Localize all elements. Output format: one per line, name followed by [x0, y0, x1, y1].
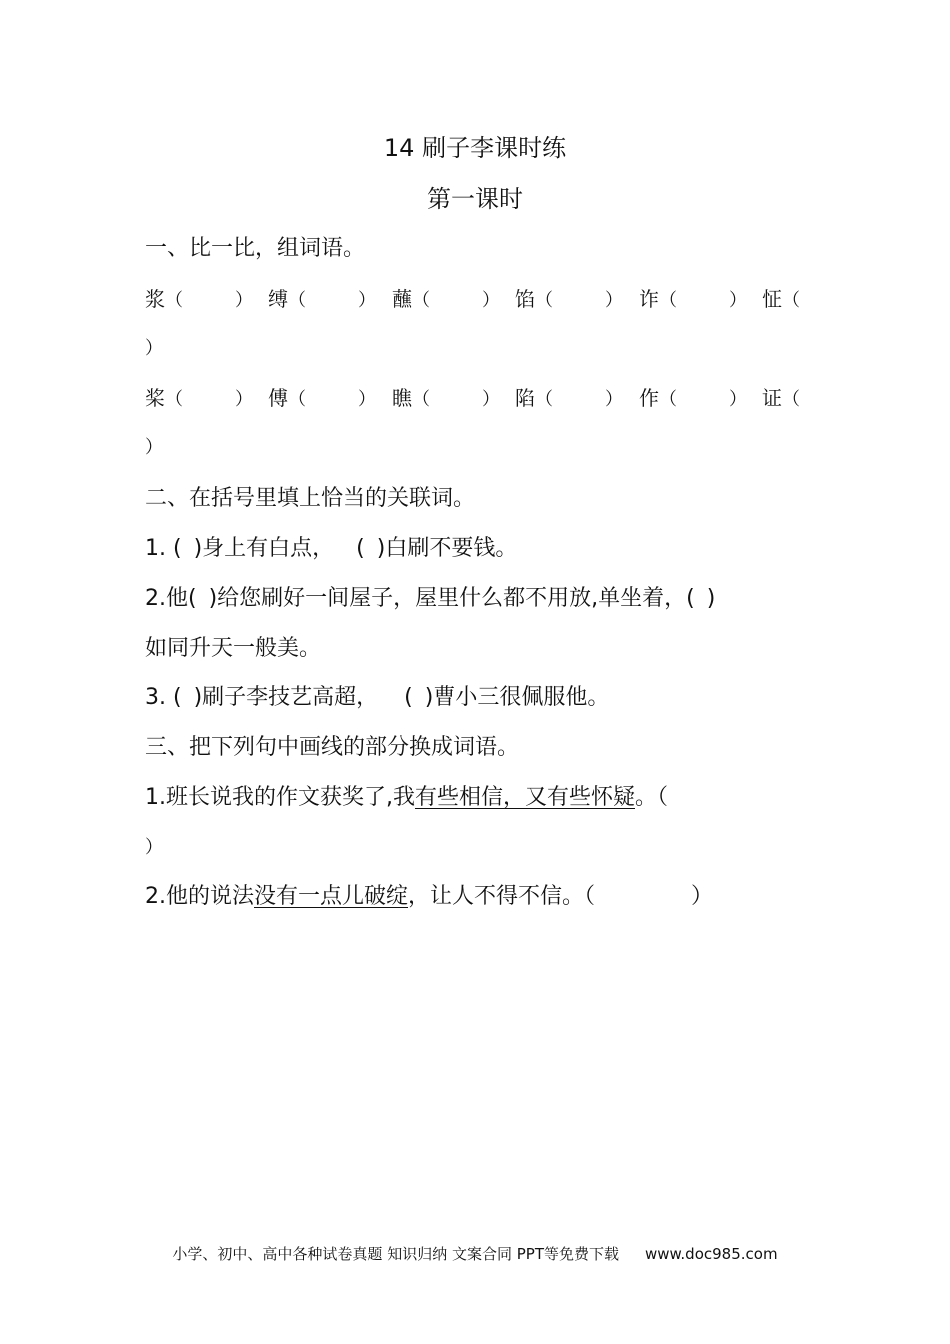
close-paren-wrap: ） [145, 437, 163, 458]
section3-question-2 [145, 882, 810, 912]
char-row-2 [145, 383, 815, 413]
char-cell [268, 284, 376, 316]
char-cell [639, 383, 747, 415]
close-paren-wrap: ） [145, 338, 163, 359]
section3-question-1 [145, 783, 810, 813]
close-paren: ） [482, 290, 500, 311]
q-text: ( [404, 685, 413, 710]
open-paren: （ [782, 389, 800, 410]
char: 诈 [639, 287, 659, 311]
underlined-phrase: 有些相信，又有些怀疑 [414, 785, 635, 810]
section2-question-2 [145, 584, 810, 614]
q-text: )身上有白点， [193, 536, 335, 561]
close-paren: ） [605, 389, 623, 410]
section2-question-1 [145, 534, 810, 564]
open-paren: （ [659, 389, 677, 410]
q-text: ( [356, 536, 365, 561]
q-number: 2.他( [145, 586, 197, 611]
open-paren: （ [535, 290, 553, 311]
char: 陷 [515, 386, 535, 410]
char: 缚 [268, 287, 288, 311]
char: 傅 [268, 386, 288, 410]
q-text: 1.班长说我的作文获奖了,我 [145, 785, 415, 810]
open-paren: （ [165, 290, 183, 311]
open-paren: （ [782, 290, 800, 311]
q-text: 。（ [635, 785, 669, 810]
q-number: 1. ( [145, 536, 182, 561]
open-paren: （ [288, 389, 306, 410]
close-paren-wrap: ） [145, 837, 163, 858]
page-footer [0, 1243, 950, 1265]
footer-url: www.doc985.com [644, 1245, 778, 1263]
close-paren: ） [358, 389, 376, 410]
open-paren: （ [288, 290, 306, 311]
open-paren: （ [412, 290, 430, 311]
char: 作 [639, 386, 659, 410]
close-paren: ） [691, 884, 714, 909]
char: 馅 [515, 287, 535, 311]
close-paren: ） [729, 290, 747, 311]
char-cell [392, 284, 500, 316]
section2-question-2-cont: 如同升天一般美。 [145, 636, 322, 661]
char-cell [515, 383, 623, 415]
close-paren: ） [235, 290, 253, 311]
close-paren: ） [482, 389, 500, 410]
close-paren: ） [729, 389, 747, 410]
close-paren: ） [358, 290, 376, 311]
section2-question-3 [145, 683, 810, 713]
section2-heading: 二、在括号里填上恰当的关联词。 [145, 486, 476, 511]
char-cell [145, 383, 253, 415]
underlined-phrase: 没有一点儿破绽 [254, 884, 409, 909]
char: 瞧 [392, 386, 412, 410]
q-text: )刷子李技艺高超， [193, 685, 379, 710]
q-text: ，让人不得不信。（ [408, 884, 596, 909]
char-cell [639, 284, 747, 316]
open-paren: （ [412, 389, 430, 410]
char: 浆 [145, 287, 165, 311]
section3-heading: 三、把下列句中画线的部分换成词语。 [145, 735, 520, 760]
close-paren: ） [235, 389, 253, 410]
q-number: 3. ( [145, 685, 182, 710]
q-text: 2.他的说法 [145, 884, 254, 909]
open-paren: （ [165, 389, 183, 410]
char: 怔 [762, 287, 782, 311]
char: 蘸 [392, 287, 412, 311]
footer-text: 小学、初中、高中各种试卷真题 知识归纳 文案合同 PPT等免费下载 [172, 1245, 619, 1263]
char-cell [392, 383, 500, 415]
char-cell [515, 284, 623, 316]
page-title: 14 刷子李课时练 [383, 134, 567, 162]
char-cell [268, 383, 376, 415]
char-row-1 [145, 284, 815, 314]
char-cell [762, 383, 800, 415]
char: 桨 [145, 386, 165, 410]
q-text: )曹小三很佩服他。 [424, 685, 610, 710]
close-paren: ） [605, 290, 623, 311]
q-text: )给您刷好一间屋子，屋里什么都不用放,单坐着，( [208, 586, 695, 611]
q-text: )白刷不要钱。 [376, 536, 518, 561]
char-cell [762, 284, 800, 316]
page-subtitle: 第一课时 [427, 185, 523, 213]
q-text: ) [706, 586, 716, 611]
open-paren: （ [659, 290, 677, 311]
char: 证 [762, 386, 782, 410]
open-paren: （ [535, 389, 553, 410]
char-cell [145, 284, 253, 316]
section1-heading: 一、比一比，组词语。 [145, 236, 366, 261]
